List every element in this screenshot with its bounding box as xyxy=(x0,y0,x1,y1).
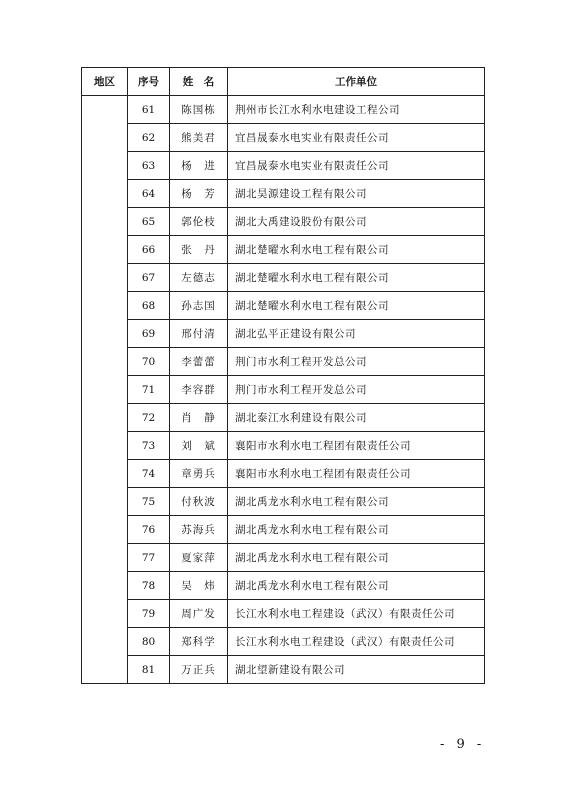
unit-cell: 湖北楚曜水利水电工程有限公司 xyxy=(228,264,485,292)
unit-cell: 襄阳市水利水电工程团有限责任公司 xyxy=(228,460,485,488)
unit-cell: 湖北禹龙水利水电工程有限公司 xyxy=(228,544,485,572)
name-cell: 付秋波 xyxy=(170,488,228,516)
roster-table xyxy=(81,67,485,684)
name-cell: 夏家萍 xyxy=(170,544,228,572)
unit-cell: 湖北楚曜水利水电工程有限公司 xyxy=(228,292,485,320)
name-cell: 肖 静 xyxy=(170,404,228,432)
name-cell: 章勇兵 xyxy=(170,460,228,488)
name-cell: 郑科学 xyxy=(170,628,228,656)
name-cell: 郭伦枝 xyxy=(170,208,228,236)
unit-cell: 湖北弘平正建设有限公司 xyxy=(228,320,485,348)
header-unit: 工作单位 xyxy=(228,68,485,96)
number-cell: 62 xyxy=(128,124,170,152)
table-row xyxy=(82,236,485,264)
number-cell: 66 xyxy=(128,236,170,264)
number-cell: 69 xyxy=(128,320,170,348)
table-row xyxy=(82,320,485,348)
name-cell: 杨 芳 xyxy=(170,180,228,208)
name-cell: 刘 斌 xyxy=(170,432,228,460)
number-cell: 63 xyxy=(128,152,170,180)
region-cell xyxy=(82,96,128,684)
table-row xyxy=(82,488,485,516)
header-number: 序号 xyxy=(128,68,170,96)
header-name: 姓 名 xyxy=(170,68,228,96)
table-row xyxy=(82,404,485,432)
unit-cell: 湖北泰江水利建设有限公司 xyxy=(228,404,485,432)
unit-cell: 长江水利水电工程建设（武汉）有限责任公司 xyxy=(228,628,485,656)
name-cell: 杨 进 xyxy=(170,152,228,180)
table-row xyxy=(82,600,485,628)
number-cell: 65 xyxy=(128,208,170,236)
number-cell: 71 xyxy=(128,376,170,404)
table-header-row xyxy=(82,68,485,96)
unit-cell: 湖北禹龙水利水电工程有限公司 xyxy=(228,488,485,516)
unit-cell: 湖北禹龙水利水电工程有限公司 xyxy=(228,516,485,544)
name-cell: 万正兵 xyxy=(170,656,228,684)
name-cell: 孙志国 xyxy=(170,292,228,320)
number-cell: 77 xyxy=(128,544,170,572)
name-cell: 周广发 xyxy=(170,600,228,628)
number-cell: 61 xyxy=(128,96,170,124)
unit-cell: 长江水利水电工程建设（武汉）有限责任公司 xyxy=(228,600,485,628)
page-number: - 9 - xyxy=(440,737,486,752)
table-row xyxy=(82,656,485,684)
table-row xyxy=(82,96,485,124)
name-cell: 邢付清 xyxy=(170,320,228,348)
table-row xyxy=(82,208,485,236)
table-row xyxy=(82,292,485,320)
table-row xyxy=(82,544,485,572)
name-cell: 陈国栋 xyxy=(170,96,228,124)
table-row xyxy=(82,460,485,488)
number-cell: 80 xyxy=(128,628,170,656)
unit-cell: 宜昌晟泰水电实业有限责任公司 xyxy=(228,152,485,180)
unit-cell: 湖北昊源建设工程有限公司 xyxy=(228,180,485,208)
unit-cell: 湖北禹龙水利水电工程有限公司 xyxy=(228,572,485,600)
number-cell: 79 xyxy=(128,600,170,628)
table-row xyxy=(82,348,485,376)
number-cell: 73 xyxy=(128,432,170,460)
name-cell: 李蕾蕾 xyxy=(170,348,228,376)
unit-cell: 宜昌晟泰水电实业有限责任公司 xyxy=(228,124,485,152)
table-body xyxy=(82,96,485,684)
unit-cell: 荆门市水利工程开发总公司 xyxy=(228,376,485,404)
number-cell: 67 xyxy=(128,264,170,292)
name-cell: 李容群 xyxy=(170,376,228,404)
unit-cell: 湖北楚曜水利水电工程有限公司 xyxy=(228,236,485,264)
number-cell: 74 xyxy=(128,460,170,488)
number-cell: 76 xyxy=(128,516,170,544)
unit-cell: 湖北大禹建设股份有限公司 xyxy=(228,208,485,236)
table-row xyxy=(82,572,485,600)
name-cell: 熊美君 xyxy=(170,124,228,152)
unit-cell: 湖北望新建设有限公司 xyxy=(228,656,485,684)
table-row xyxy=(82,628,485,656)
table-row xyxy=(82,376,485,404)
number-cell: 72 xyxy=(128,404,170,432)
table-row xyxy=(82,124,485,152)
number-cell: 68 xyxy=(128,292,170,320)
table-row xyxy=(82,516,485,544)
name-cell: 张 丹 xyxy=(170,236,228,264)
table-row xyxy=(82,432,485,460)
unit-cell: 襄阳市水利水电工程团有限责任公司 xyxy=(228,432,485,460)
name-cell: 苏海兵 xyxy=(170,516,228,544)
table-row xyxy=(82,152,485,180)
name-cell: 左德志 xyxy=(170,264,228,292)
header-region: 地区 xyxy=(82,68,128,96)
table-row xyxy=(82,180,485,208)
unit-cell: 荆州市长江水利水电建设工程公司 xyxy=(228,96,485,124)
number-cell: 75 xyxy=(128,488,170,516)
name-cell: 吴 炜 xyxy=(170,572,228,600)
table-row xyxy=(82,264,485,292)
unit-cell: 荆门市水利工程开发总公司 xyxy=(228,348,485,376)
number-cell: 70 xyxy=(128,348,170,376)
number-cell: 78 xyxy=(128,572,170,600)
number-cell: 64 xyxy=(128,180,170,208)
number-cell: 81 xyxy=(128,656,170,684)
